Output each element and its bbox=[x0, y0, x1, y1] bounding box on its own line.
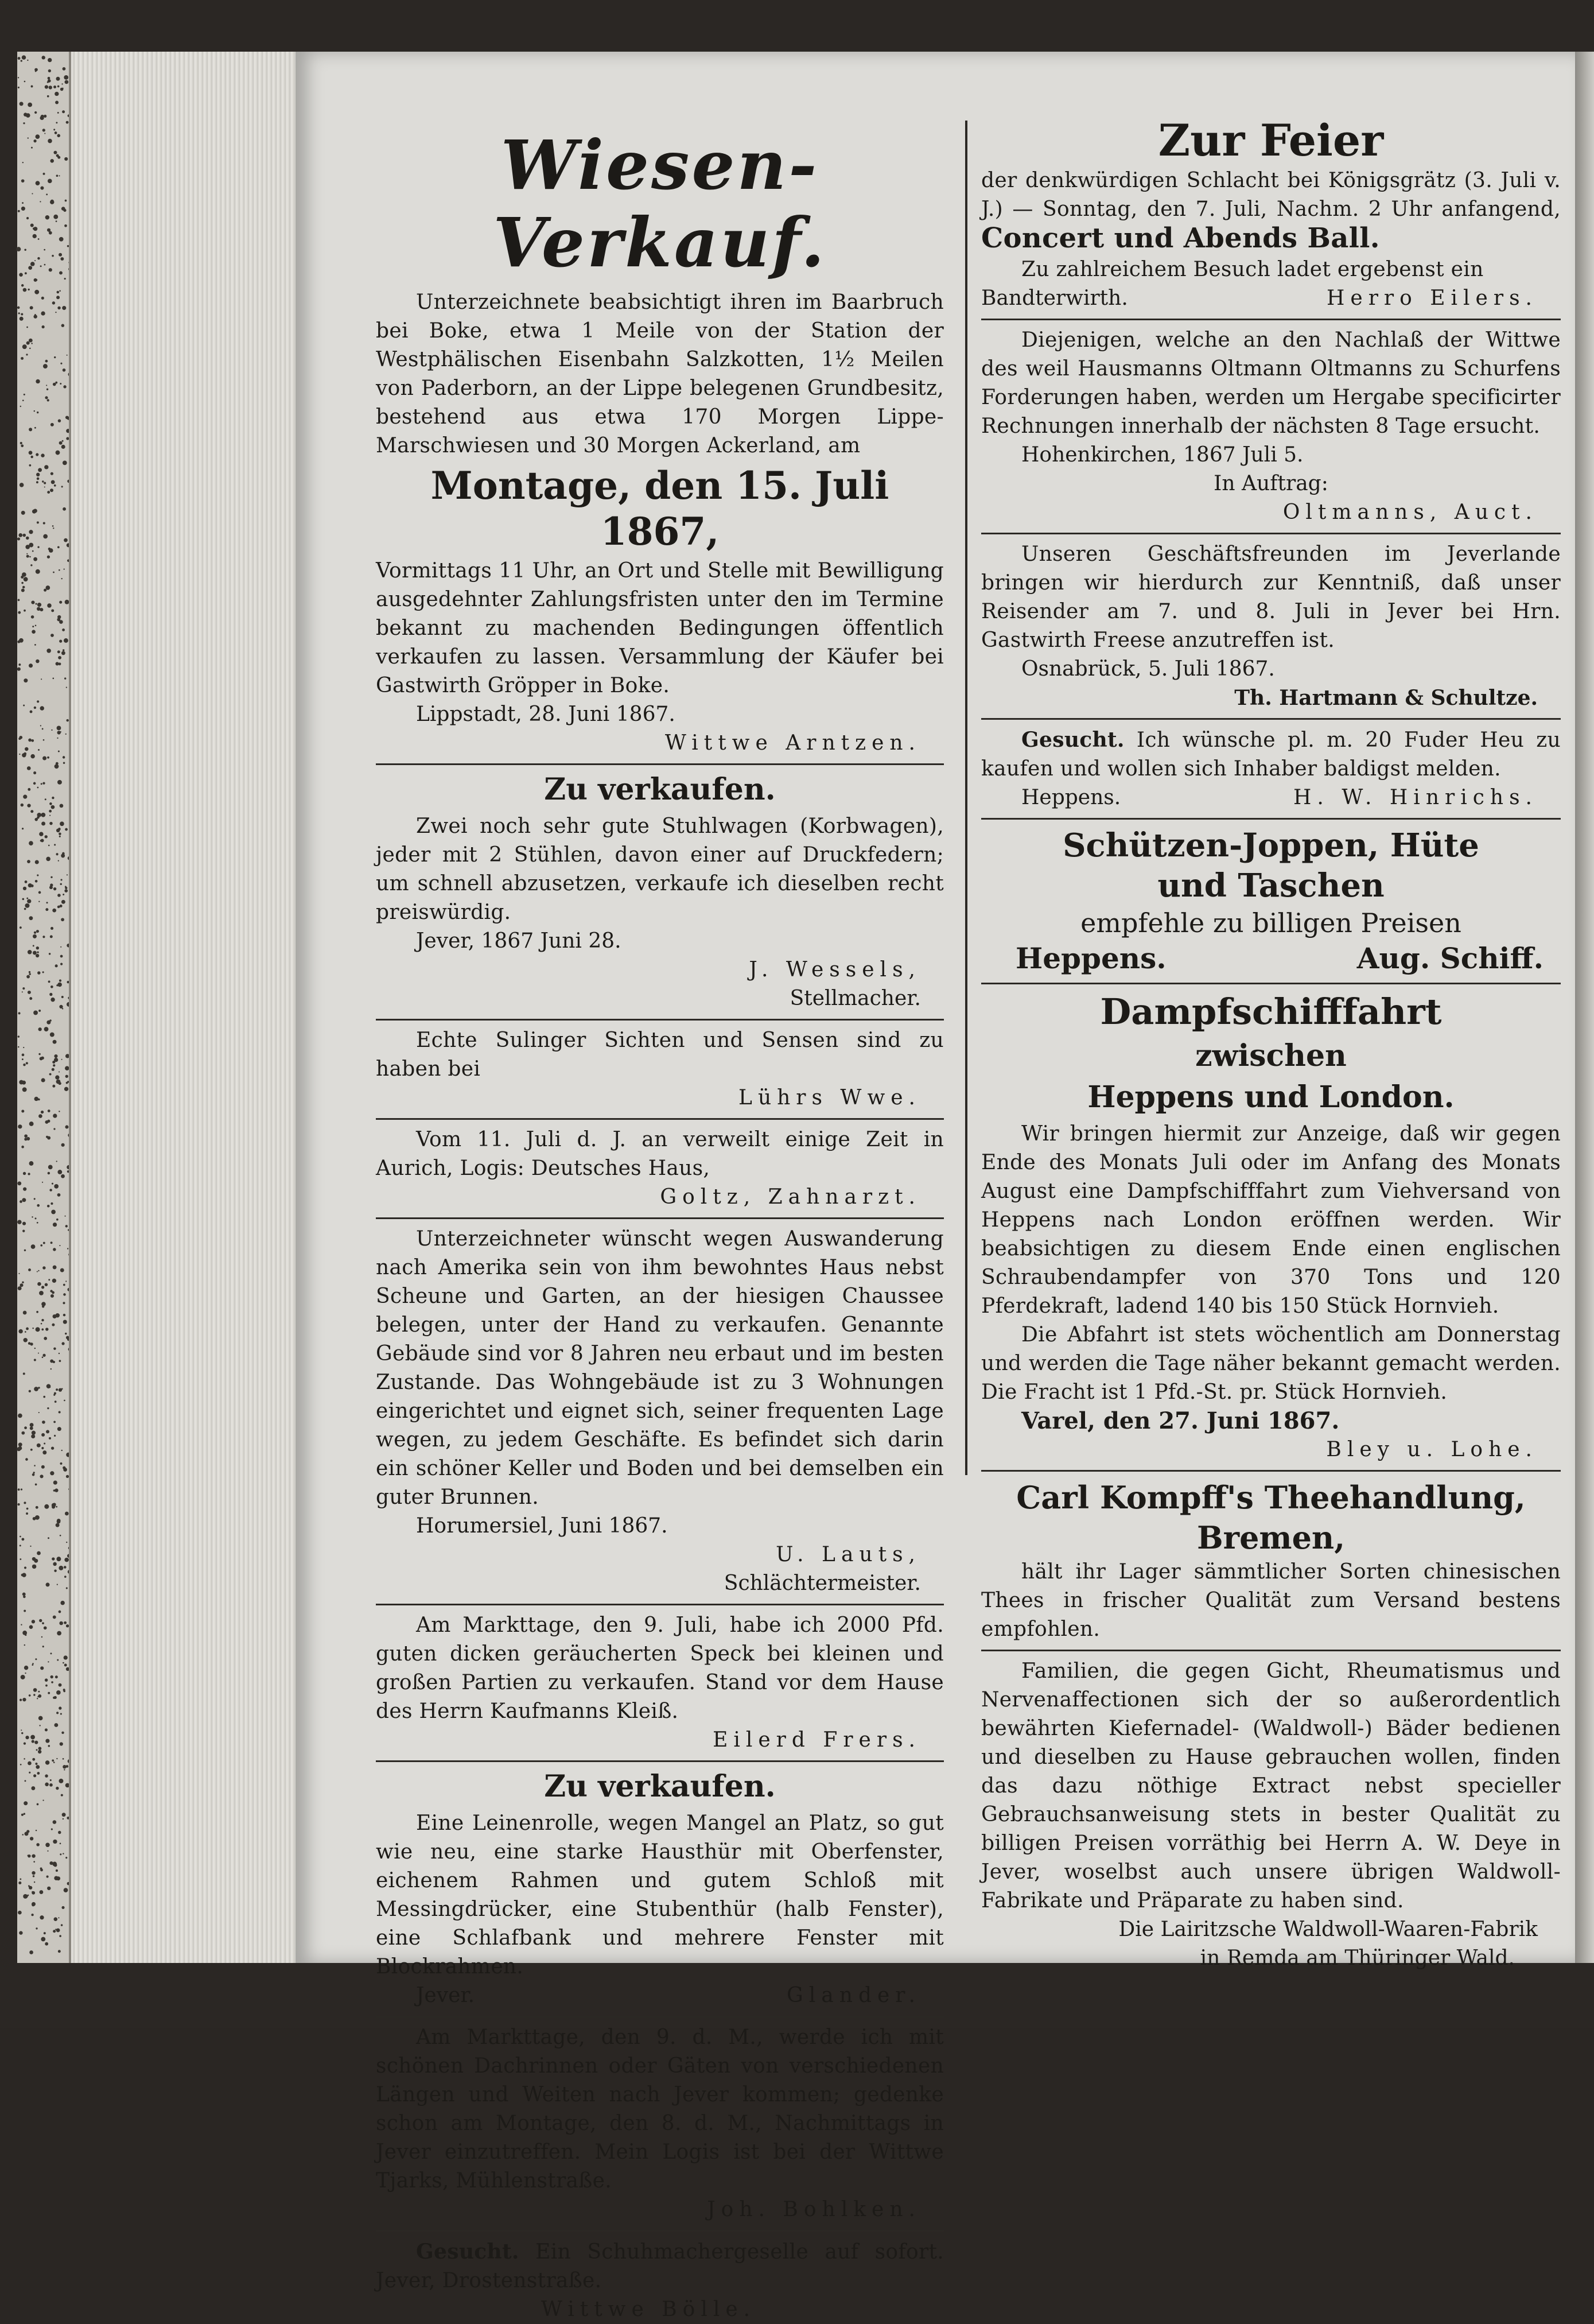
ad-body: Die Abfahrt ist stets wöchentlich am Donnerstag und werden die Tage näher bekannt gemacht werden. Die Fracht ist 1 Pfd.-St. pr. Stück Hornvieh. bbox=[981, 1323, 1561, 1404]
ad-footer bbox=[981, 940, 1561, 977]
ad-nachlass bbox=[981, 326, 1561, 527]
ad-signature: U. Lauts, bbox=[776, 1543, 921, 1566]
ad-body: Eine Leinenrolle, wegen Mangel an Platz, so gut wie neu, eine starke Hausthür mit Oberfenster, eichenem Rahmen und gutem Schloß mit Messingdrücker, eine Stubenthür (halb Fenster), eine Schlafbank und mehrere Fenster mit Blockrahmen. bbox=[376, 1811, 944, 1978]
event-name: Concert und Abends Ball. bbox=[981, 222, 1380, 254]
ad-footer bbox=[981, 284, 1561, 313]
ad-body: Am Markttage, den 9. Juli, habe ich 2000 Pfd. guten dicken geräucherten Speck bei kleinen und großen Partien zu verkaufen. Stand vor dem Hause des Herrn Kaufmanns Kleiß. bbox=[376, 1613, 944, 1723]
ad-body bbox=[981, 166, 1561, 255]
ad-signature: H. W. Hinrichs. bbox=[1293, 786, 1538, 809]
right-column bbox=[981, 52, 1561, 1973]
divider bbox=[376, 1604, 944, 1605]
ad-footer bbox=[376, 1981, 944, 2010]
ad-signature: Glander. bbox=[787, 1984, 921, 2007]
ad-commission: In Auftrag: bbox=[1214, 472, 1328, 495]
ad-reisender bbox=[981, 540, 1561, 712]
divider bbox=[981, 319, 1561, 320]
ad-signature: J. Wessels, bbox=[749, 958, 921, 981]
ad-signature-title: Stellmacher. bbox=[790, 987, 921, 1010]
ad-place: Heppens. bbox=[1021, 786, 1121, 809]
ad-place-date: Hohenkirchen, 1867 Juli 5. bbox=[1021, 443, 1304, 467]
ad-place-date: Lippstadt, 28. Juni 1867. bbox=[416, 703, 675, 726]
ad-body: Unseren Geschäftsfreunden im Jeverlande bringen wir hierdurch zur Kenntniß, daß unser Reisender am 7. und 8. Juli in Jever bei Hrn. Gastwirth Freese anzutreffen ist. bbox=[981, 542, 1561, 652]
ad-text: Ich wünsche pl. m. 20 Fuder Heu zu kaufen und wollen sich Inhaber baldigst melden. bbox=[981, 728, 1561, 781]
divider bbox=[376, 1118, 944, 1120]
ad-title: Zu verkaufen. bbox=[544, 772, 776, 807]
ad-schuhmacher bbox=[376, 2237, 944, 2324]
ad-signature: Joh. Bohlken. bbox=[707, 2198, 921, 2221]
divider bbox=[981, 1650, 1561, 1651]
ad-body: Zwei noch sehr gute Stuhlwagen (Korbwagen), jeder mit 2 Stühlen, davon einer auf Druckfedern; um schnell abzusetzen, verkaufe ich dieselben recht preiswürdig. bbox=[376, 814, 944, 924]
ad-heu bbox=[981, 725, 1561, 812]
divider bbox=[376, 1019, 944, 1021]
divider bbox=[376, 763, 944, 765]
ad-label: Gesucht. bbox=[1021, 728, 1125, 752]
divider bbox=[981, 533, 1561, 534]
ad-schuetzen bbox=[981, 825, 1561, 977]
ad-stuhlwagen bbox=[376, 771, 944, 1013]
ad-subtitle: zwischen bbox=[1195, 1038, 1347, 1073]
ad-leinenrolle bbox=[376, 1768, 944, 2010]
column-rule bbox=[965, 121, 967, 1475]
ad-title: Schützen-Joppen, Hüte bbox=[1063, 827, 1479, 864]
ad-invite: Zu zahlreichem Besuch ladet ergebenst ein bbox=[1021, 258, 1484, 281]
ad-body bbox=[981, 725, 1561, 783]
ad-body bbox=[376, 2237, 944, 2295]
ad-wiesen-verkauf bbox=[376, 126, 944, 758]
divider bbox=[376, 2230, 944, 2232]
ad-title-line2: und Taschen bbox=[1157, 867, 1385, 905]
ad-body: Am Markttage, den 9. d. M., werde ich mit schönen Dachrinnen oder Gäten von verschiedenen Längen und Weiten nach Jever kommen; gedenke schon am Montage, den 8. d. M., Nachmittags in Jever einzutreffen. Mein Logis ist bei der Wittwe Tjarks, Mühlenstraße. bbox=[376, 2026, 944, 2193]
ad-body: Unterzeichnete beabsichtigt ihren im Baarbruch bei Boke, etwa 1 Meile von der Station der Westphälischen Eisenbahn Salzkotten, 1½ Meilen von Paderborn, an der Lippe belegenen Grundbesitz, bestehend aus etwa 170 Morgen Lippe-Marschwiesen und 30 Morgen Ackerland, am bbox=[376, 290, 944, 457]
ad-body: hält ihr Lager sämmtlicher Sorten chinesischen Thees in frischer Qualität zum Versand bestens empfohlen. bbox=[981, 1560, 1561, 1641]
ad-text: der denkwürdigen Schlacht bei Königsgrätz (3. Juli v. J.) — Sonntag, den 7. Juli, Nachm. 2 Uhr anfangend, bbox=[981, 169, 1561, 221]
ad-text: Ein Schuhmachergeselle auf sofort. Jever, Drostenstraße. bbox=[376, 2240, 944, 2292]
ad-dampfschifffahrt bbox=[981, 990, 1561, 1464]
divider bbox=[981, 718, 1561, 720]
ad-title: Zur Feier bbox=[1158, 115, 1384, 166]
ad-place-date: Horumersiel, Juni 1867. bbox=[416, 1514, 668, 1538]
auction-date: Montage, den 15. Juli 1867, bbox=[430, 463, 889, 554]
divider bbox=[376, 1760, 944, 1762]
ad-place-date: Osnabrück, 5. Juli 1867. bbox=[1021, 657, 1275, 681]
ad-signature: Wittwe Bölle. bbox=[541, 2298, 756, 2321]
ad-city: Bremen, bbox=[1196, 1519, 1345, 1556]
next-page-sliver bbox=[1575, 52, 1594, 1963]
ad-title: Carl Kompff's Theehandlung, bbox=[1016, 1479, 1526, 1516]
divider bbox=[981, 818, 1561, 820]
ad-signature: Herro Eilers. bbox=[1327, 286, 1538, 310]
ad-subtitle: empfehle zu billigen Preisen bbox=[1080, 907, 1461, 938]
ad-footer bbox=[981, 783, 1561, 812]
ad-body: Unterzeichneter wünscht wegen Auswanderung nach Amerika sein von ihm bewohntes Haus nebst Scheune und Garten, an der hiesigen Chaussee belegen, unter der Hand zu verkaufen. Genannte Gebäude sind vor 8 Jahren neu erbaut und im besten Zustande. Das Wohngebäude ist zu 3 Wohnungen eingerichtet und eignet sich, seiner frequenten Lage wegen, zu jedem Geschäfte. Es befindet sich darin ein schöner Keller und Boden und bei demselben ein guter Brunnen. bbox=[376, 1227, 944, 1509]
ad-label: Gesucht. bbox=[416, 2240, 519, 2264]
ad-body: Vom 11. Juli d. J. an verweilt einige Zeit in Aurich, Logis: Deutsches Haus, bbox=[376, 1128, 944, 1180]
ad-zur-feier bbox=[981, 115, 1561, 313]
newspaper-page bbox=[296, 52, 1575, 2321]
ad-signature: Wittwe Arntzen. bbox=[664, 731, 921, 755]
left-column bbox=[376, 52, 944, 2324]
ad-signature-location: in Remda am Thüringer Wald. bbox=[1200, 1946, 1515, 1970]
ad-place-date: Jever, 1867 Juni 28. bbox=[416, 929, 621, 953]
ad-place: Heppens. bbox=[1016, 941, 1167, 975]
ad-place: Bandterwirth. bbox=[981, 286, 1128, 310]
divider bbox=[376, 2016, 944, 2018]
ad-signature: Oltmanns, Auct. bbox=[1282, 501, 1538, 524]
ad-signature: Bley u. Lohe. bbox=[1326, 1438, 1538, 1461]
ad-signature: Die Lairitzsche Waldwoll-Waaren-Fabrik bbox=[1118, 1918, 1538, 1941]
ad-title: Zu verkaufen. bbox=[544, 1769, 776, 1804]
ad-body: Vormittags 11 Uhr, an Ort und Stelle mit Bewilligung ausgedehnter Zahlungsfristen unter den im Termine bekannt zu machenden Bedingungen öffentlich verkaufen zu lassen. Versammlung der Käufer bei Gastwirth Gröpper in Boke. bbox=[376, 559, 944, 697]
ad-signature: Th. Hartmann & Schultze. bbox=[1234, 686, 1538, 710]
ad-zahnarzt bbox=[376, 1126, 944, 1212]
ad-title: Wiesen-Verkauf. bbox=[493, 125, 827, 282]
ad-place-date: Varel, den 27. Juni 1867. bbox=[1021, 1407, 1340, 1434]
divider bbox=[376, 1217, 944, 1219]
ad-body: Wir bringen hiermit zur Anzeige, daß wir gegen Ende des Monats Juli oder im Anfang des Monats August eine Dampfschifffahrt zum Viehversand von Heppens nach London eröffnen werden. Wir beabsichtigen zu diesem Ende einen englischen Schraubendampfer von 370 Tons und 120 Pferdekraft, ladend 140 bis 150 Stück Hornvieh. bbox=[981, 1122, 1561, 1318]
ad-hausverkauf bbox=[376, 1225, 944, 1598]
ad-dachrinnen bbox=[376, 2023, 944, 2224]
ad-title: Dampfschifffahrt bbox=[1100, 991, 1442, 1033]
ad-signature: Eilerd Frers. bbox=[713, 1728, 921, 1752]
ad-theehandlung bbox=[981, 1477, 1561, 1644]
book-page-edges bbox=[69, 52, 298, 1963]
ad-route: Heppens und London. bbox=[1087, 1080, 1455, 1115]
divider bbox=[981, 983, 1561, 984]
ad-sulinger bbox=[376, 1026, 944, 1112]
ad-signature: Aug. Schiff. bbox=[1356, 941, 1544, 975]
ad-signature-title: Schlächtermeister. bbox=[724, 1572, 921, 1595]
ad-speck bbox=[376, 1611, 944, 1755]
ad-body: Diejenigen, welche an den Nachlaß der Wittwe des weil Hausmanns Oltmann Oltmanns zu Schurfens Forderungen haben, werden um Hergabe specificirter Rechnungen innerhalb der nächsten 8 Tage ersucht. bbox=[981, 328, 1561, 438]
ad-signature: Lührs Wwe. bbox=[738, 1086, 921, 1109]
ad-body: Echte Sulinger Sichten und Sensen sind zu haben bei bbox=[376, 1029, 944, 1081]
ad-waldwoll bbox=[981, 1657, 1561, 1973]
ad-place: Jever. bbox=[416, 1984, 475, 2007]
ad-body: Familien, die gegen Gicht, Rheumatismus und Nervenaffectionen sich der so außerordentlich bewährten Kiefernadel- (Waldwoll-) Bäder bedienen und dieselben zu Hause gebrauchen wollen, finden das dazu nöthige Extract nebst specieller Gebrauchsanweisung stets in bester Qualität zu billigen Preisen vorräthig bei Herrn A. W. Deye in Jever, woselbst auch unsere übrigen Waldwoll-Fabrikate und Präparate zu haben sind. bbox=[981, 1659, 1561, 1912]
ad-signature: Goltz, Zahnarzt. bbox=[660, 1185, 921, 1209]
divider bbox=[981, 1470, 1561, 1472]
